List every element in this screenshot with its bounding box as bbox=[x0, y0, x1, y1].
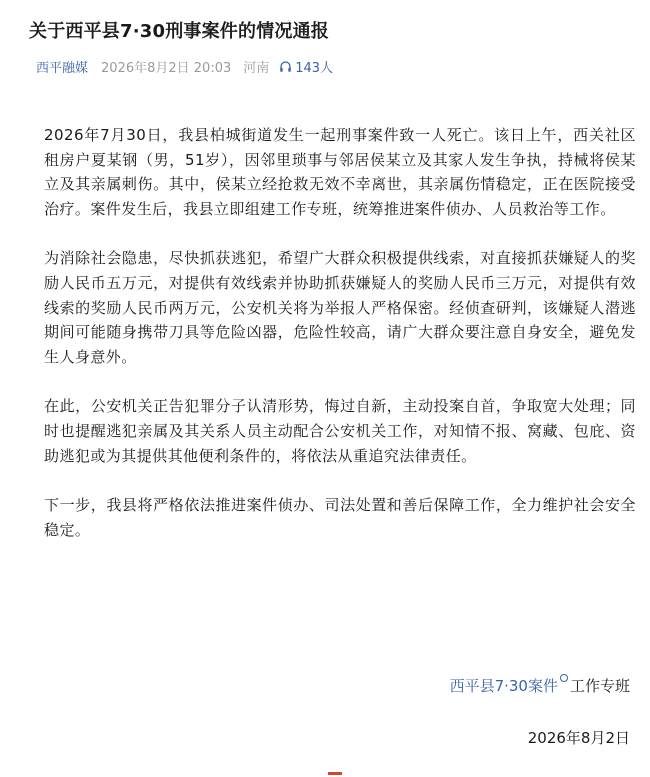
headphones-icon bbox=[279, 60, 292, 73]
paragraph-3: 在此，公安机关正告犯罪分子认清形势，悔过自新，主动投案自首，争取宽大处理；同时也提醒逃犯亲属及其关系人员主动配合公安机关工作，对知情不报、窝藏、包庇、资助逃犯或为其提供其他便利条件的，将依法从重追究法律责任。 bbox=[44, 397, 636, 465]
listen-button[interactable] bbox=[279, 57, 333, 76]
signature-suffix: 工作专班 bbox=[569, 677, 630, 695]
search-icon[interactable] bbox=[560, 674, 568, 682]
region-label: 河南 bbox=[243, 61, 270, 76]
signature-date: 2026年8月2日 bbox=[527, 729, 630, 747]
article-title: 关于西平县7·30刑事案件的情况通报 bbox=[29, 21, 330, 42]
signature bbox=[450, 675, 630, 696]
paragraph-1: 2026年7月30日，我县柏城街道发生一起刑事案件致一人死亡。该日上午，西关社区租房户夏某钢（男，51岁），因邻里琐事与邻居侯某立及其家人发生争执，持械将侯某立及其亲属刺伤。其中，侯某立经抢救无效不幸离世，其亲属伤情稳定，正在医院接受治疗。案件发生后，我县立即组建工作专班，统筹推进案件侦办、人员救治等工作。 bbox=[44, 126, 636, 218]
article-meta bbox=[36, 57, 333, 76]
paragraph-4: 下一步，我县将严格依法推进案件侦办、司法处置和善后保障工作，全力维护社会安全稳定。 bbox=[44, 496, 636, 539]
article-body bbox=[44, 123, 636, 567]
listener-count: 143人 bbox=[295, 61, 334, 76]
publish-date: 2026年8月2日 20:03 bbox=[101, 61, 232, 76]
bottom-accent-bar bbox=[328, 772, 342, 775]
case-topic-link[interactable]: 西平县7·30案件 bbox=[449, 677, 558, 695]
source-link[interactable]: 西平融媒 bbox=[36, 61, 89, 76]
paragraph-2: 为消除社会隐患，尽快抓获逃犯，希望广大群众积极提供线索，对直接抓获嫌疑人的奖励人民币五万元，对提供有效线索并协助抓获嫌疑人的奖励人民币三万元，对提供有效线索的奖励人民币两万元，公安机关将为举报人严格保密。经侦查研判，该嫌疑人潜逃期间可能随身携带刀具等危险凶器，危险性较高，请广大群众要注意自身安全，避免发生人身意外。 bbox=[44, 249, 636, 366]
